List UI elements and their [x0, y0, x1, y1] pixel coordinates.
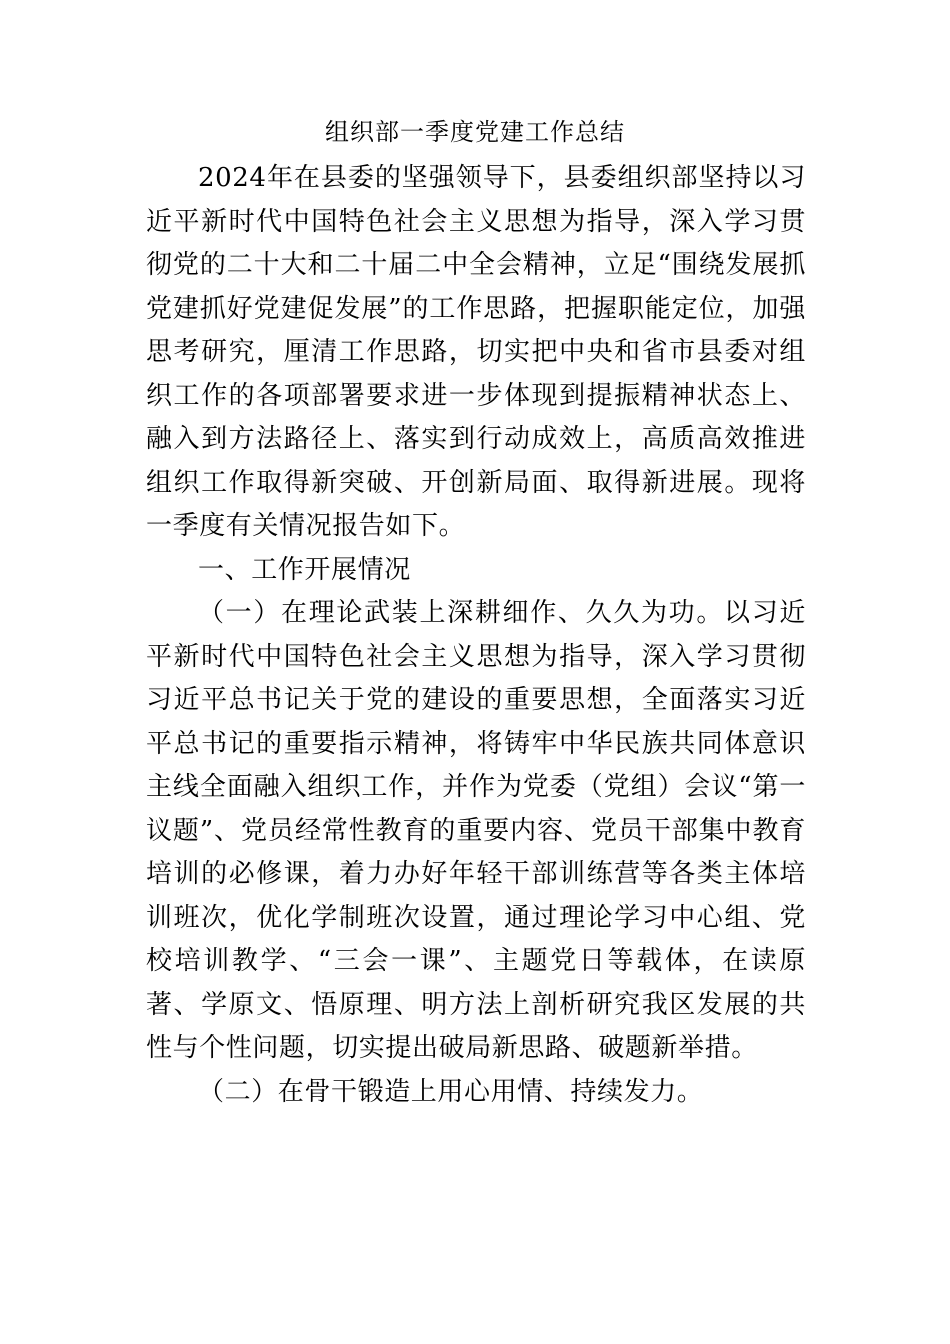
paragraph-text: （二）在骨干锻造上用心用情、持续发力。 — [198, 1077, 704, 1107]
heading-text: 一、工作开展情况 — [198, 555, 411, 585]
section-heading — [146, 549, 806, 593]
subsection-paragraph-1 — [146, 592, 806, 1071]
paragraph-text: 2024年在县委的坚强领导下，县委组织部坚持以习近平新时代中国特色社会主义思想为指导，深入学习贯彻党的二十大和二十届二中全会精神，立足“围绕发展抓党建抓好党建促发展”的工作思路，把握职能定位，加强思考研究，厘清工作思路，切实把中央和省市县委对组织工作的各项部署要求进一步体现到提振精神状态上、融入到方法路径上、落实到行动成效上，高质高效推进组织工作取得新突破、开创新局面、取得新进展。现将一季度有关情况报告如下。 — [146, 163, 806, 541]
subsection-paragraph-2 — [146, 1071, 806, 1115]
document-title: 组织部一季度党建工作总结 — [325, 118, 625, 146]
paragraph-text: （一）在理论武装上深耕细作、久久为功。以习近平新时代中国特色社会主义思想为指导，深入学习贯彻习近平总书记关于党的建设的重要思想，全面落实习近平总书记的重要指示精神，将铸牢中华民族共同体意识主线全面融入组织工作，并作为党委（党组）会议“第一议题”、党员经常性教育的重要内容、党员干部集中教育培训的必修课，着力办好年轻干部训练营等各类主体培训班次，优化学制班次设置，通过理论学习中心组、党校培训教学、“三会一课”、主题党日等载体，在读原著、学原文、悟原理、明方法上剖析研究我区发展的共性与个性问题，切实提出破局新思路、破题新举措。 — [146, 598, 806, 1063]
intro-paragraph — [146, 157, 806, 549]
